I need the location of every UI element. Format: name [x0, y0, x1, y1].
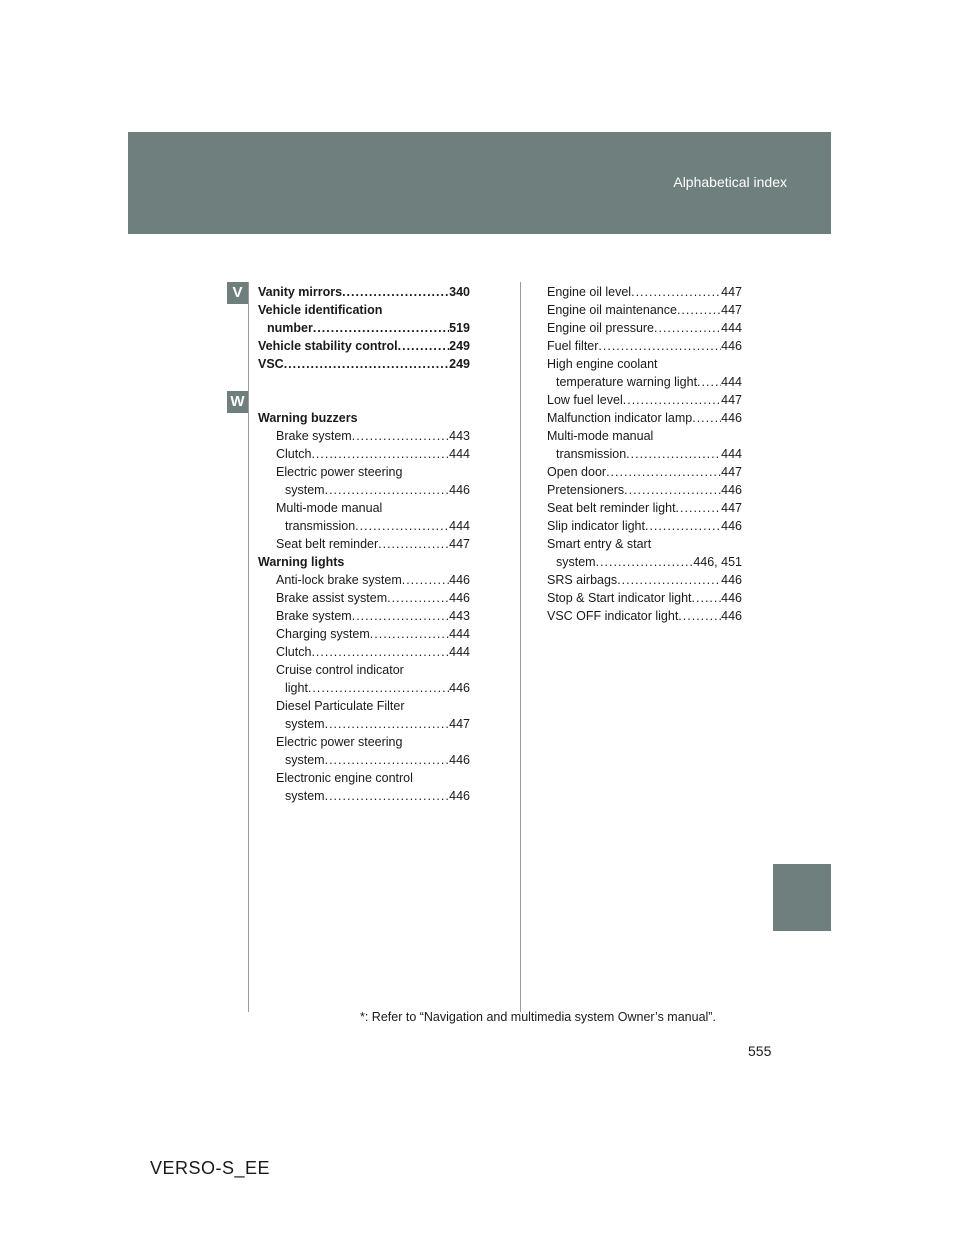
- index-entry-line: Cruise control indicator: [276, 663, 404, 677]
- index-heading-warning-lights: Warning lights: [258, 555, 345, 569]
- index-entry: Vehicle stability control ..... 249: [258, 337, 470, 355]
- index-entry: Fuel filter ..... 446: [547, 337, 742, 355]
- index-entry-line: Diesel Particulate Filter: [276, 699, 405, 713]
- index-entry: Stop & Start indicator light ..... 446: [547, 589, 742, 607]
- letter-tab-w: W: [227, 391, 248, 413]
- left-index-column: [258, 283, 470, 805]
- index-entry: Seat belt reminder ..... 447: [258, 535, 470, 553]
- section-title: Alphabetical index: [673, 174, 787, 190]
- index-entry: Brake system ..... 443: [258, 607, 470, 625]
- index-entry-line: Multi-mode manual: [276, 501, 383, 515]
- index-entry: Brake assist system ..... 446: [258, 589, 470, 607]
- index-entry: system ..... 447: [258, 715, 470, 733]
- header-band: [128, 132, 831, 234]
- index-entry-line: Smart entry & start: [547, 537, 652, 551]
- index-entry: Open door ..... 447: [547, 463, 742, 481]
- letter-tab-v: V: [227, 282, 248, 304]
- index-entry: VSC OFF indicator light ..... 446: [547, 607, 742, 625]
- page-number: 555: [748, 1043, 772, 1059]
- index-entry: system ..... 446: [258, 481, 470, 499]
- index-entry: system ..... 446: [258, 751, 470, 769]
- index-entry: system ..... 446, 451: [547, 553, 742, 571]
- index-entry: Seat belt reminder light ..... 447: [547, 499, 742, 517]
- index-entry: Slip indicator light ..... 446: [547, 517, 742, 535]
- index-entry: transmission ..... 444: [547, 445, 742, 463]
- index-entry: Anti-lock brake system ..... 446: [258, 571, 470, 589]
- left-column-rule: [248, 282, 249, 1012]
- index-entry: Engine oil level ..... 447: [547, 283, 742, 301]
- index-entry: Engine oil maintenance ..... 447: [547, 301, 742, 319]
- section-side-tab: [773, 864, 831, 931]
- index-entry: VSC ..... 249: [258, 355, 470, 373]
- index-entry: Clutch ..... 444: [258, 643, 470, 661]
- model-code: VERSO-S_EE: [150, 1158, 271, 1178]
- index-entry: system ..... 446: [258, 787, 470, 805]
- index-entry-line: Electric power steering: [276, 735, 403, 749]
- index-entry: transmission ..... 444: [258, 517, 470, 535]
- index-entry: Clutch ..... 444: [258, 445, 470, 463]
- index-entry: number ..... 519: [258, 319, 470, 337]
- center-column-rule: [520, 282, 521, 1012]
- footnote: *: Refer to “Navigation and multimedia system Owner’s manual”.: [360, 1010, 716, 1024]
- index-entry-line: Electronic engine control: [276, 771, 413, 785]
- index-entry-line: High engine coolant: [547, 357, 658, 371]
- index-entry: Engine oil pressure ..... 444: [547, 319, 742, 337]
- index-entry: temperature warning light ..... 444: [547, 373, 742, 391]
- index-entry: SRS airbags ..... 446: [547, 571, 742, 589]
- index-entry: Pretensioners ..... 446: [547, 481, 742, 499]
- index-entry-line: Vehicle identification: [258, 303, 383, 317]
- index-entry: Malfunction indicator lamp ..... 446: [547, 409, 742, 427]
- right-index-column: [547, 283, 742, 625]
- index-entry: Low fuel level ..... 447: [547, 391, 742, 409]
- index-entry-line: Multi-mode manual: [547, 429, 654, 443]
- index-entry: Vanity mirrors ..... 340: [258, 283, 470, 301]
- index-entry: Charging system ..... 444: [258, 625, 470, 643]
- index-entry: light ..... 446: [258, 679, 470, 697]
- index-heading-warning-buzzers: Warning buzzers: [258, 411, 358, 425]
- index-entry-line: Electric power steering: [276, 465, 403, 479]
- index-entry: Brake system ..... 443: [258, 427, 470, 445]
